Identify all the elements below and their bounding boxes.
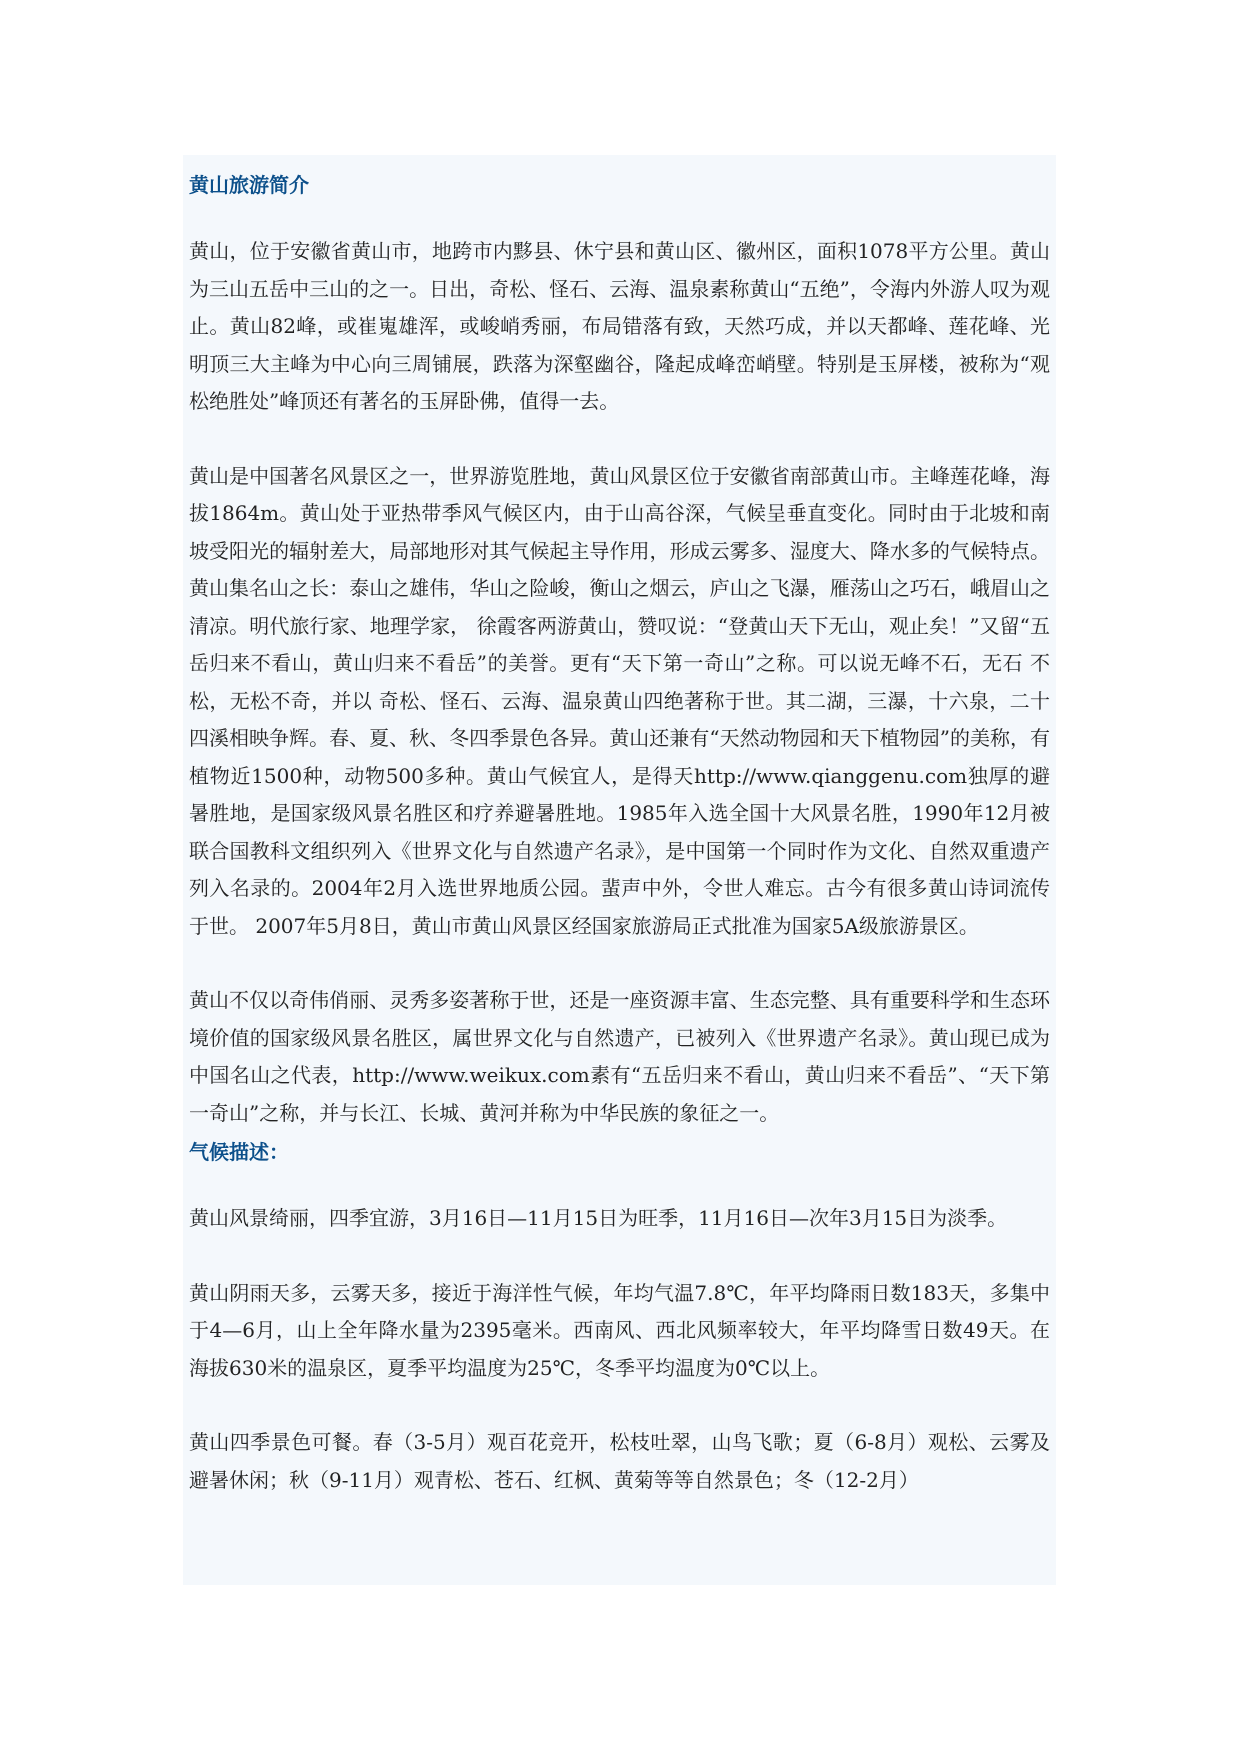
section-heading-climate: 气候描述：: [189, 1140, 289, 1164]
climate-paragraph-2: 黄山阴雨天多，云雾天多，接近于海洋性气候，年均气温7.8℃，年平均降雨日数183天，多集中于4—6月，山上全年降水量为2395毫米。西南风、西北风频率较大，年平均降雪日数49天。在海拔630米的温泉区，夏季平均温度为25℃，冬季平均温度为0℃以上。: [189, 1280, 1050, 1380]
section-heading-intro: 黄山旅游简介: [189, 173, 309, 197]
climate-paragraph-3: 黄山四季景色可餐。春（3-5月）观百花竞开，松枝吐翠，山鸟飞歌；夏（6-8月）观松、云雾及避暑休闲；秋（9-11月）观青松、苍石、红枫、黄菊等等自然景色；冬（12-2月）: [189, 1430, 1050, 1492]
intro-paragraph-1: 黄山，位于安徽省黄山市，地跨市内黟县、休宁县和黄山区、徽州区，面积1078平方公里。黄山为三山五岳中三山的之一。日出，奇松、怪石、云海、温泉素称黄山“五绝”，令海内外游人叹为观止。黄山82峰，或崔嵬雄浑，或峻峭秀丽，布局错落有致，天然巧成，并以天都峰、莲花峰、光明顶三大主峰为中心向三周铺展，跌落为深壑幽谷，隆起成峰峦峭壁。特别是玉屏楼，被称为“观松绝胜处”峰顶还有著名的玉屏卧佛，值得一去。: [189, 239, 1050, 413]
intro-paragraph-3: 黄山不仅以奇伟俏丽、灵秀多姿著称于世，还是一座资源丰富、生态完整、具有重要科学和生态环境价值的国家级风景名胜区，属世界文化与自然遗产，已被列入《世界遗产名录》。黄山现已成为中国名山之代表，http://www.weikux.com素有“五岳归来不看山，黄山归来不看岳”、“天下第一奇山”之称，并与长江、长城、黄河并称为中华民族的象征之一。: [189, 988, 1050, 1125]
document-content: [183, 155, 1056, 1585]
climate-paragraph-1: 黄山风景绮丽，四季宜游，3月16日—11月15日为旺季，11月16日—次年3月15日为淡季。: [189, 1206, 1008, 1230]
intro-paragraph-2: 黄山是中国著名风景区之一，世界游览胜地，黄山风景区位于安徽省南部黄山市。主峰莲花峰，海拔1864m。黄山处于亚热带季风气候区内，由于山高谷深，气候呈垂直变化。同时由于北坡和南坡受阳光的辐射差大，局部地形对其气候起主导作用，形成云雾多、湿度大、降水多的气候特点。黄山集名山之长：泰山之雄伟，华山之险峻，衡山之烟云，庐山之飞瀑，雁荡山之巧石，峨眉山之清凉。明代旅行家、地理学家， 徐霞客两游黄山，赞叹说：“登黄山天下无山，观止矣！”又留“五岳归来不看山，黄山归来不看岳”的美誉。更有“天下第一奇山”之称。可以说无峰不石，无石 不松，无松不奇，并以 奇松、怪石、云海、温泉黄山四绝著称于世。其二湖，三瀑，十六泉，二十四溪相映争辉。春、夏、秋、冬四季景色各异。黄山还兼有“天然动物园和天下植物园”的美称，有植物近1500种，动物500多种。黄山气候宜人，是得天http://www.qianggenu.com独厚的避暑胜地，是国家级风景名胜区和疗养避暑胜地。1985年入选全国十大风景名胜，1990年12月被联合国教科文组织列入《世界文化与自然遗产名录》，是中国第一个同时作为文化、自然双重遗产列入名录的。2004年2月入选世界地质公园。蜚声中外，令世人难忘。古今有很多黄山诗词流传于世。 2007年5月8日，黄山市黄山风景区经国家旅游局正式批准为国家5A级旅游景区。: [189, 463, 1050, 938]
